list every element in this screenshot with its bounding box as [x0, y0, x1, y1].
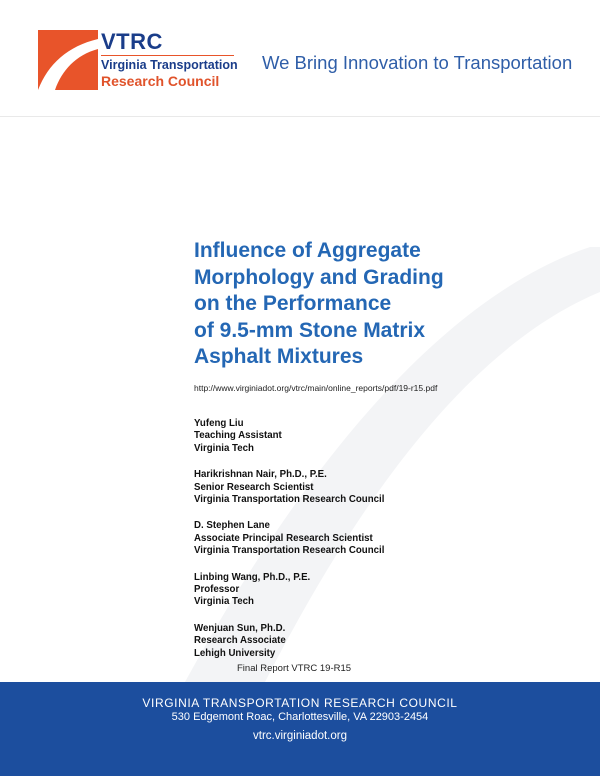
- logo-text: [101, 30, 238, 90]
- author-affiliation: Virginia Transportation Research Council: [194, 545, 385, 557]
- report-title: [194, 238, 574, 371]
- author-block: [194, 469, 574, 506]
- title-line: Morphology and Grading: [194, 265, 444, 289]
- logo-line3: Research Council: [101, 73, 220, 89]
- author-affiliation: Virginia Tech: [194, 596, 254, 608]
- vtrc-logo: [38, 30, 238, 94]
- author-name: Harikrishnan Nair, Ph.D., P.E.: [194, 469, 327, 481]
- author-name: D. Stephen Lane: [194, 520, 270, 532]
- logo-line2: Virginia Transportation: [101, 58, 238, 72]
- author-position: Teaching Assistant: [194, 430, 282, 442]
- author-position: Research Associate: [194, 635, 286, 647]
- footer-website-link[interactable]: vtrc.virginiadot.org: [253, 730, 347, 742]
- tagline: We Bring Innovation to Transportation: [262, 52, 573, 73]
- author-list: [194, 418, 574, 674]
- author-block: [194, 623, 574, 660]
- author-name: Wenjuan Sun, Ph.D.: [194, 622, 286, 634]
- report-number: Final Report VTRC 19-R15: [237, 663, 352, 674]
- logo-divider: [101, 55, 234, 56]
- author-position: Professor: [194, 584, 240, 596]
- author-name: Yufeng Liu: [194, 418, 244, 429]
- title-line: of 9.5-mm Stone Matrix: [194, 318, 426, 342]
- author-position: Associate Principal Research Scientist: [194, 532, 373, 544]
- logo-abbrev: VTRC: [101, 29, 163, 54]
- author-position: Senior Research Scientist: [194, 481, 314, 493]
- author-affiliation: Lehigh University: [194, 647, 276, 659]
- footer-address: 530 Edgemont Roac, Charlottesville, VA 22903-2454: [171, 711, 429, 723]
- header: [0, 0, 600, 116]
- author-block: [194, 572, 574, 609]
- title-line: on the Performance: [194, 292, 392, 315]
- title-line: Asphalt Mixtures: [194, 345, 364, 368]
- footer: [0, 682, 600, 776]
- author-affiliation: Virginia Transportation Research Council: [194, 494, 385, 506]
- title-line: Influence of Aggregate: [194, 239, 421, 262]
- footer-org-name: VIRGINIA TRANSPORTATION RESEARCH COUNCIL: [142, 696, 458, 710]
- logo-road-icon: [38, 30, 98, 90]
- author-block: [194, 520, 574, 557]
- author-name: Linbing Wang, Ph.D., P.E.: [194, 571, 311, 583]
- report-url[interactable]: http://www.virginiadot.org/vtrc/main/online_reports/pdf/19-r15.pdf: [194, 383, 438, 393]
- author-affiliation: Virginia Tech: [194, 442, 254, 454]
- author-block: [194, 418, 574, 455]
